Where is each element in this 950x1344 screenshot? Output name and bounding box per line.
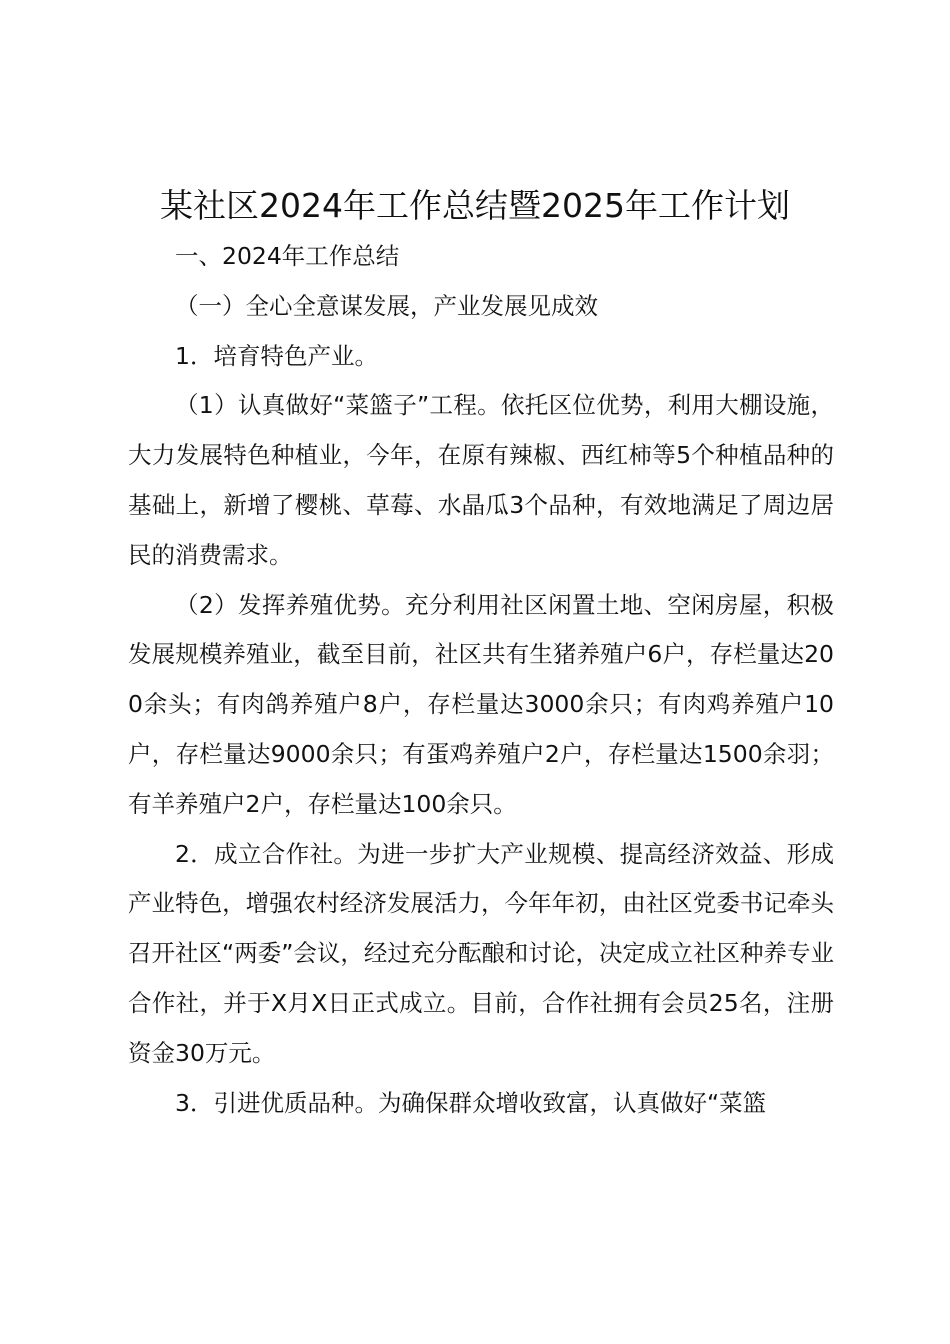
document-body: [128, 232, 834, 1128]
subsection-heading: （一）全心全意谋发展，产业发展见成效: [175, 291, 598, 320]
paragraph-quality-varieties: 3．引进优质品种。为确保群众增收致富，认真做好“菜篮: [175, 1088, 767, 1117]
section-heading: 一、2024年工作总结: [175, 242, 400, 270]
paragraph-vegetable-basket: （1）认真做好“菜篮子”工程。依托区位优势，利用大棚设施，大力发展特色种植业，今年，在原有辣椒、西红柿等5个种植品种的基础上，新增了樱桃、草莓、水晶瓜3个品种，有效地满足了周边居民的消费需求。: [128, 391, 834, 569]
document-title: 某社区2024年工作总结暨2025年工作计划: [160, 186, 790, 225]
paragraph-cooperative: 2．成立合作社。为进一步扩大产业规模、提高经济效益、形成产业特色，增强农村经济发展活力，今年年初，由社区党委书记牵头召开社区“两委”会议，经过充分酝酿和讨论，决定成立社区种养专业合作社，并于X月X日正式成立。目前，合作社拥有会员25名，注册资金30万元。: [128, 839, 834, 1067]
item-heading: 1．培育特色产业。: [175, 341, 378, 370]
paragraph-breeding: （2）发挥养殖优势。充分利用社区闲置土地、空闲房屋，积极发展规模养殖业，截至目前，社区共有生猪养殖户6户，存栏量达200余头；有肉鸽养殖户8户，存栏量达3000余只；有肉鸡养殖户10户，存栏量达9000余只；有蛋鸡养殖户2户，存栏量达1500余羽；有羊养殖户2户，存栏量达100余只。: [128, 590, 834, 818]
